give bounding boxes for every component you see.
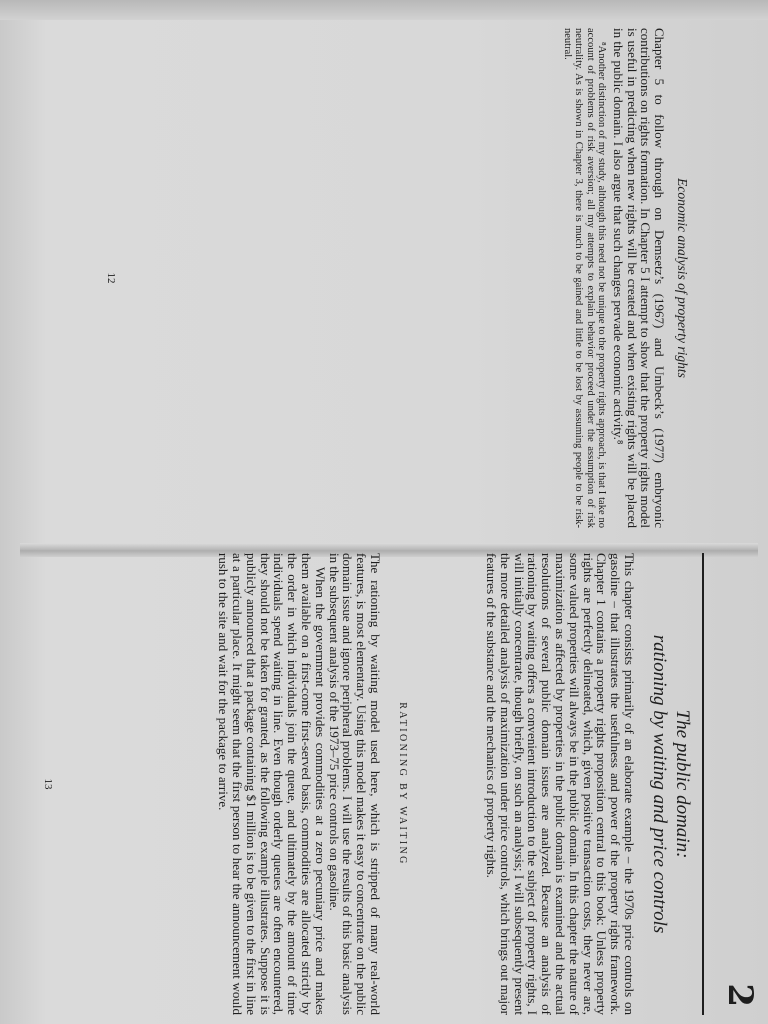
section-paragraph-1: The rationing by waiting model used here, which is stripped of many real-world features, is most elementary. Using this model makes it easy to concentrate on the public domain issue and ignore peripheral problems. I will use the results of this basic analysis in the subsequent analysis of the 1973–75 price controls on gasoline. <box>326 553 383 1015</box>
page-12 <box>100 28 690 528</box>
chapter-title-line-2: rationing by waiting and price controls <box>649 634 670 934</box>
page-number-12: 12 <box>105 272 117 284</box>
section-paragraph-2: When the government provides commodities at a zero pecuniary price and makes them available on a first-come first-served basis, commodities are allocated strictly by the order in which individuals join the queue, and ultimately by the amount of time individuals spend waiting in line. Even though orderly queues are often encountered, they should not be taken for granted, as the following example illustrates. Suppose it is publicly announced that a package containing $1 million is to be given to the first in line at a particular place. It might seem that the first person to hear the announcement would rush to the site and wait for the package to arrive. <box>216 553 328 1015</box>
chapter-intro <box>484 553 636 1015</box>
chapter-title-line-1: The public domain: <box>672 709 693 859</box>
page-number-13: 13 <box>42 778 54 790</box>
chapter-number: 2 <box>720 983 760 1007</box>
footnote-8: ⁸Another distinction of my study, although this need not be unique to the property rights approach, is that I take no account of problems of risk aversion; all my attempts to explain behavior proceed under the assumption of risk neutrality. As is shown in Chapter 3, there is much to be gained and little to be lost by assuming people to be risk-neutral. <box>561 28 608 528</box>
intro-paragraph: This chapter consists primarily of an elaborate example – the 1970s price controls on gasoline – that illustrates the usefulness and power of the property rights framework. Chapter 1 contains a property rights proposition central to this book: Unless property rights are perfectly delineated, which, given positive transaction costs, they never are, some valued properties will always be in the public domain. In this chapter the nature of maximization as affected by properties in the public domain is examined and the actual resolutions of several public domain issues are analyzed. Because an analysis of rationing by waiting offers a convenient introduction to the subject of property rights, I will initially concentrate, though briefly, on such an analysis; I will subsequently present the more detailed analysis of maximization under price controls, which brings out major features of the substance and the mechanics of property rights. <box>484 553 637 1015</box>
page-12-text-column <box>562 28 666 528</box>
running-head: Economic analysis of property rights <box>675 178 690 378</box>
section-heading: RATIONING BY WAITING <box>397 702 408 866</box>
scan-top-edge <box>0 0 768 20</box>
page-13 <box>40 553 760 1015</box>
continuation-paragraph: Chapter 5 to follow through on Demsetz’s (1967) and Umbeck’s (1977) embryonic contributions on rights formation. In Chapter 5 I attempt to show that the property rights model is useful in predicting when new rights will be created and when existing rights will be placed in the public domain. I also argue that such changes pervade economic activity.⁸ <box>610 28 667 528</box>
chapter-rule <box>702 553 704 1015</box>
chapter-title <box>648 553 694 1015</box>
section-body <box>216 553 382 1015</box>
